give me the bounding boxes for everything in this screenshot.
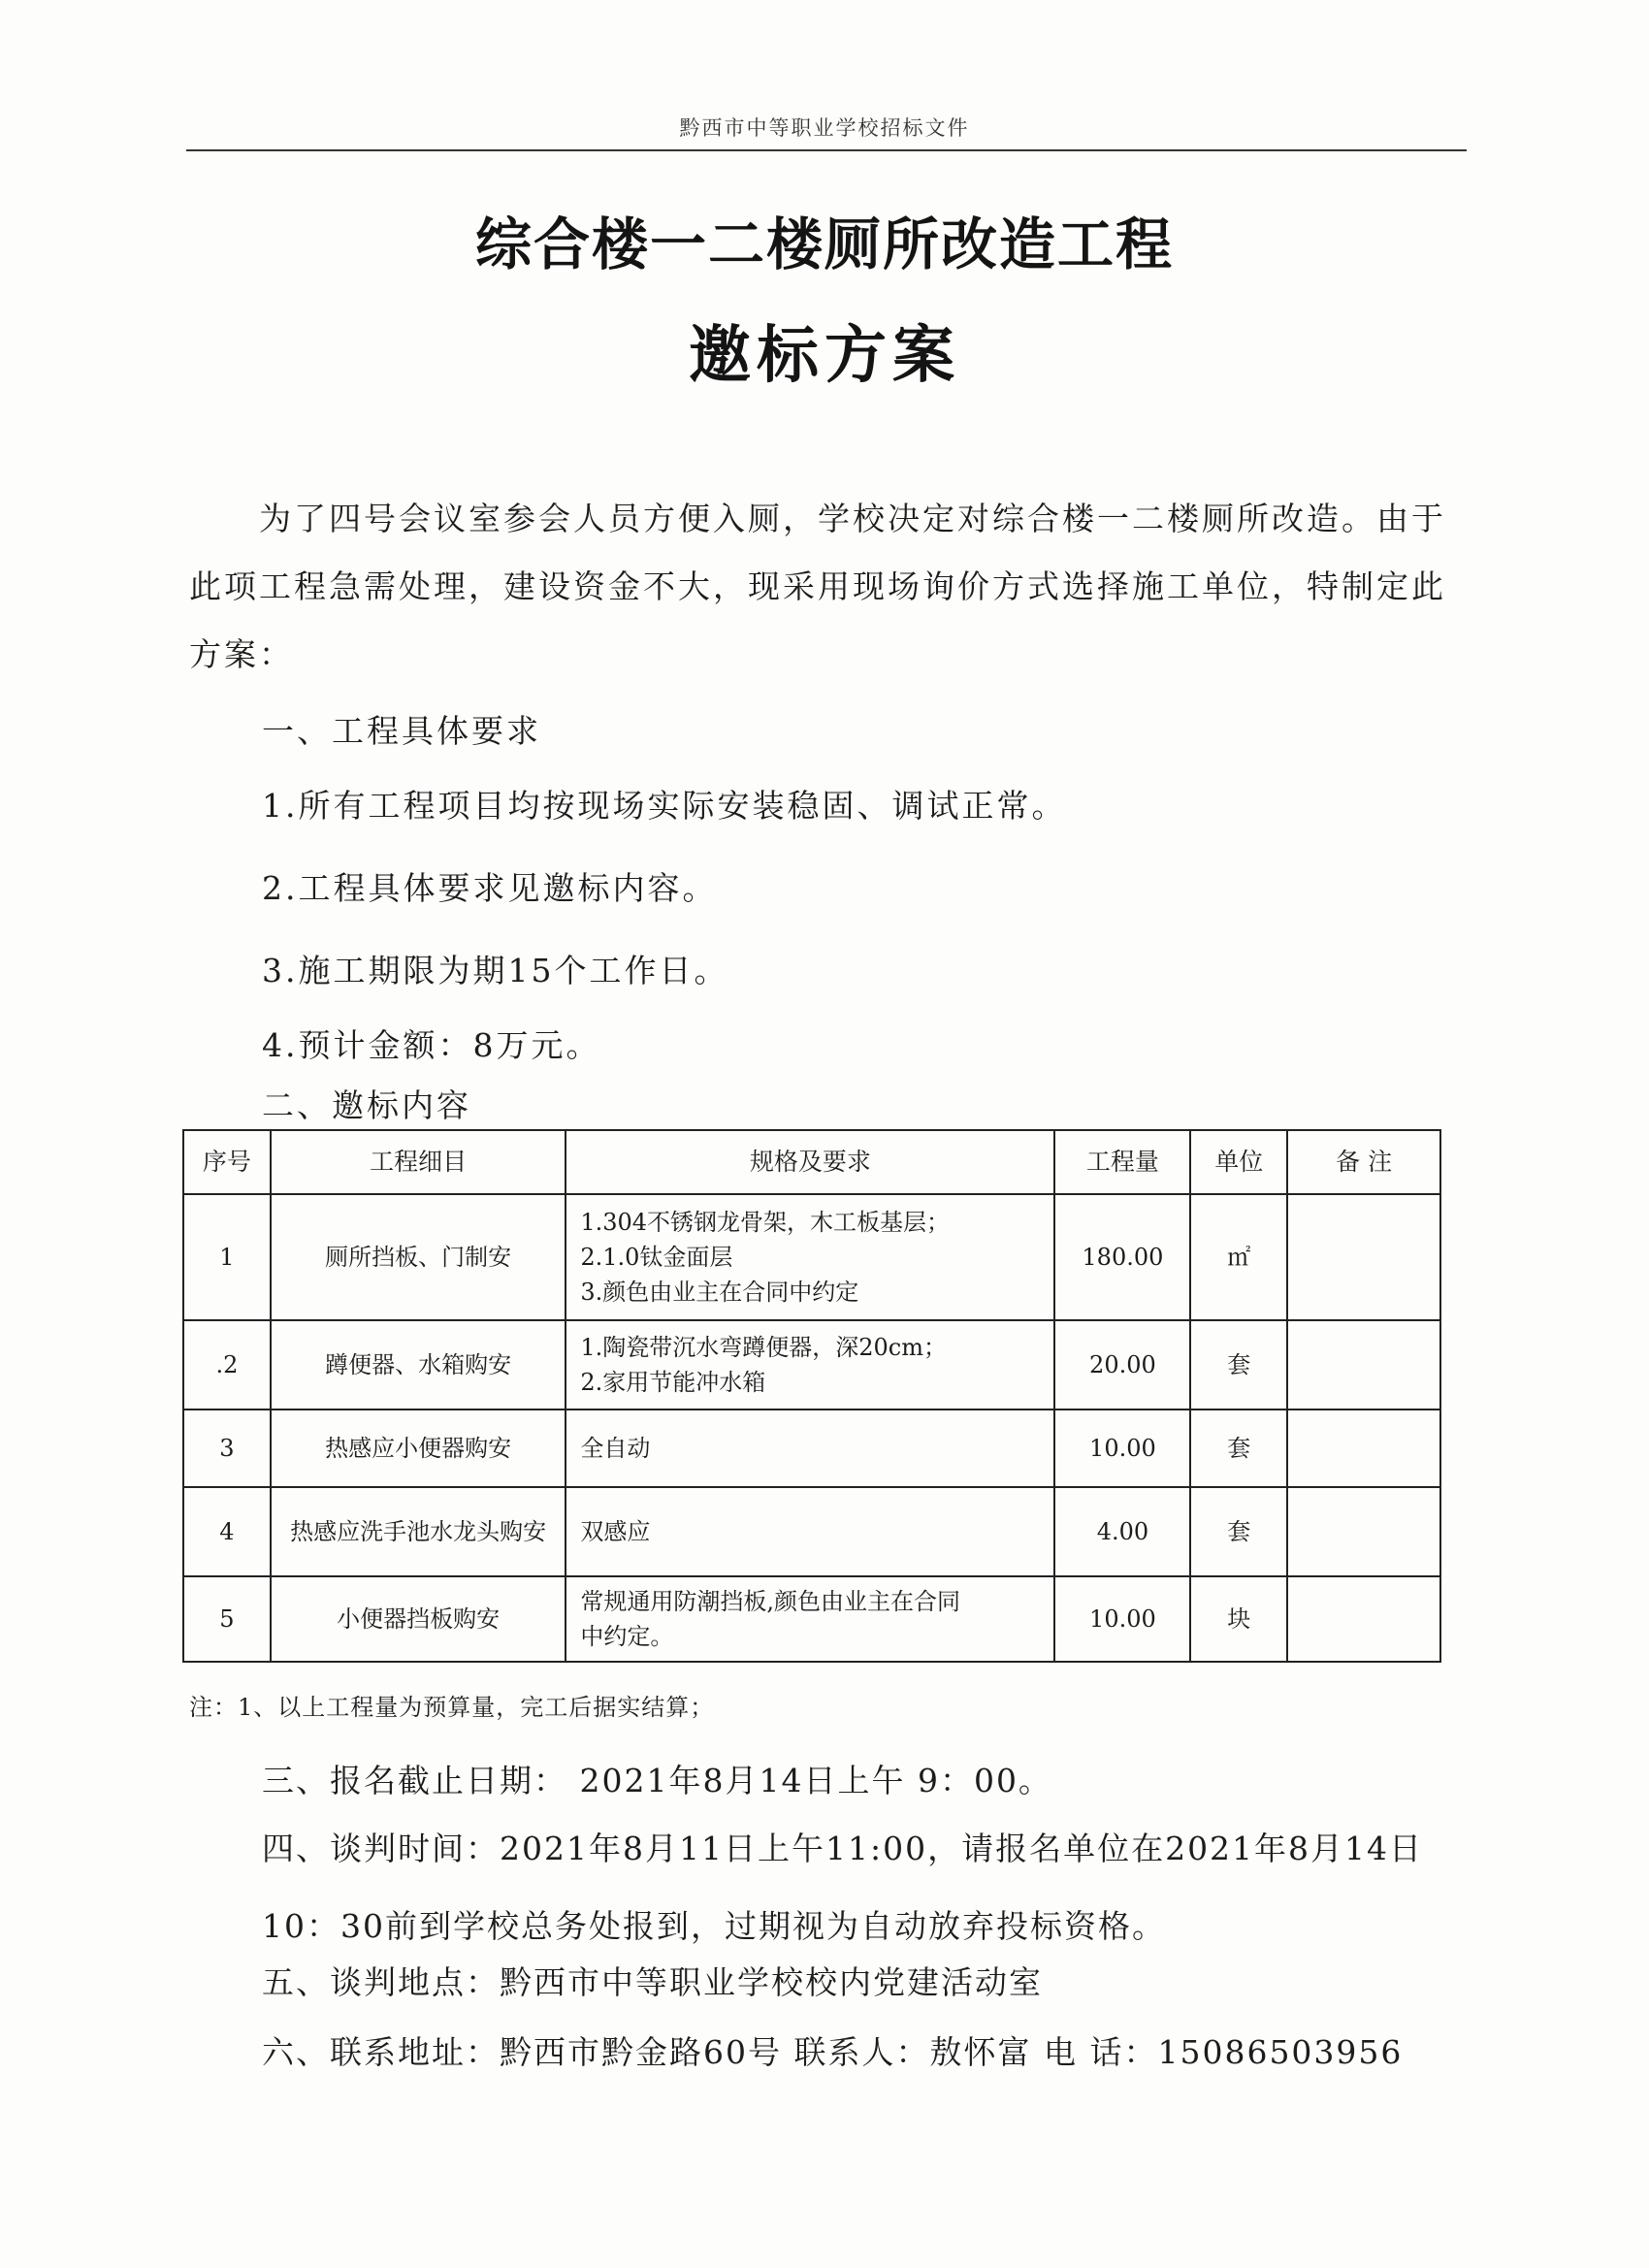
row-spec — [566, 1487, 1054, 1576]
header-remark: 备 注 — [1287, 1130, 1440, 1194]
requirement-item: 1.所有工程项目均按现场实际安装稳固、调试正常。 — [262, 787, 1067, 825]
spec-line: 双感应 — [580, 1518, 651, 1545]
row-qty: 180.00 — [1054, 1194, 1190, 1320]
spec-line: 1.304不锈钢龙骨架，木工板基层； — [580, 1209, 951, 1236]
row-unit: 套 — [1190, 1320, 1287, 1409]
row-no: 3 — [183, 1409, 271, 1487]
section3-deadline: 三、报名截止日期： 2021年8月14日上午 9：00。 — [262, 1762, 1052, 1799]
row-item: 厕所挡板、门制安 — [271, 1194, 566, 1320]
table-row — [183, 1194, 1440, 1320]
table-note: 注：1、以上工程量为预算量，完工后据实结算； — [189, 1694, 715, 1721]
section4-negotiation-time: 四、谈判时间：2021年8月11日上午11:00，请报名单位在2021年8月14日10：30前到学校总务处报到，过期视为自动放弃投标资格。 — [262, 1830, 1424, 1945]
table-row — [183, 1320, 1440, 1409]
row-no: 5 — [183, 1576, 271, 1662]
header-unit: 单位 — [1190, 1130, 1287, 1194]
intro-paragraph: 为了四号会议室参会人员方便入厕，学校决定对综合楼一二楼厕所改造。由于此项工程急需处理，建设资金不大，现采用现场询价方式选择施工单位，特制定此方案： — [189, 500, 1446, 673]
requirement-item: 3.施工期限为期15个工作日。 — [262, 952, 729, 989]
row-item: 小便器挡板购安 — [271, 1576, 566, 1662]
row-spec — [566, 1320, 1054, 1409]
header-item: 工程细目 — [271, 1130, 566, 1194]
row-remark — [1287, 1487, 1440, 1576]
table-row — [183, 1576, 1440, 1662]
header-spec: 规格及要求 — [566, 1130, 1054, 1194]
document-title: 综合楼一二楼厕所改造工程 — [474, 211, 1174, 277]
bid-content-table — [182, 1129, 1441, 1663]
section1-heading: 一、工程具体要求 — [262, 712, 541, 750]
row-no: 4 — [183, 1487, 271, 1576]
spec-line: 3.颜色由业主在合同中约定 — [580, 1279, 859, 1306]
spec-line: 2.1.0钛金面层 — [580, 1244, 733, 1271]
spec-line: 中约定。 — [580, 1623, 674, 1650]
header-divider — [186, 149, 1467, 151]
row-item: 热感应小便器购安 — [271, 1409, 566, 1487]
row-unit: 块 — [1190, 1576, 1287, 1662]
row-spec — [566, 1409, 1054, 1487]
header-qty: 工程量 — [1054, 1130, 1190, 1194]
row-no: .2 — [183, 1320, 271, 1409]
row-qty: 10.00 — [1054, 1576, 1190, 1662]
row-remark — [1287, 1409, 1440, 1487]
section6-contact: 六、联系地址：黔西市黔金路60号 联系人：敖怀富 电 话：15086503956 — [262, 2033, 1404, 2071]
document-subtitle: 邀标方案 — [689, 320, 960, 392]
row-item: 蹲便器、水箱购安 — [271, 1320, 566, 1409]
row-item: 热感应洗手池水龙头购安 — [271, 1487, 566, 1576]
spec-line: 全自动 — [580, 1435, 651, 1462]
row-spec — [566, 1576, 1054, 1662]
document-header: 黔西市中等职业学校招标文件 — [679, 116, 970, 140]
row-unit: 套 — [1190, 1487, 1287, 1576]
row-remark — [1287, 1320, 1440, 1409]
row-no: 1 — [183, 1194, 271, 1320]
row-unit: ㎡ — [1190, 1194, 1287, 1320]
requirement-item: 4.预计金额：8万元。 — [262, 1026, 601, 1064]
table-row — [183, 1409, 1440, 1487]
row-unit: 套 — [1190, 1409, 1287, 1487]
spec-line: 常规通用防潮挡板,颜色由业主在合同 — [580, 1588, 960, 1615]
table-row — [183, 1487, 1440, 1576]
requirement-item: 2.工程具体要求见邀标内容。 — [262, 869, 718, 907]
row-qty: 4.00 — [1054, 1487, 1190, 1576]
row-remark — [1287, 1194, 1440, 1320]
spec-line: 1.陶瓷带沉水弯蹲便器，深20cm； — [580, 1334, 947, 1361]
spec-line: 2.家用节能冲水箱 — [580, 1369, 766, 1396]
section5-negotiation-place: 五、谈判地点：黔西市中等职业学校校内党建活动室 — [262, 1963, 1043, 2001]
table-header-row — [183, 1130, 1440, 1194]
header-no: 序号 — [183, 1130, 271, 1194]
row-qty: 10.00 — [1054, 1409, 1190, 1487]
row-remark — [1287, 1576, 1440, 1662]
section2-heading: 二、邀标内容 — [262, 1086, 471, 1124]
row-qty: 20.00 — [1054, 1320, 1190, 1409]
row-spec — [566, 1194, 1054, 1320]
